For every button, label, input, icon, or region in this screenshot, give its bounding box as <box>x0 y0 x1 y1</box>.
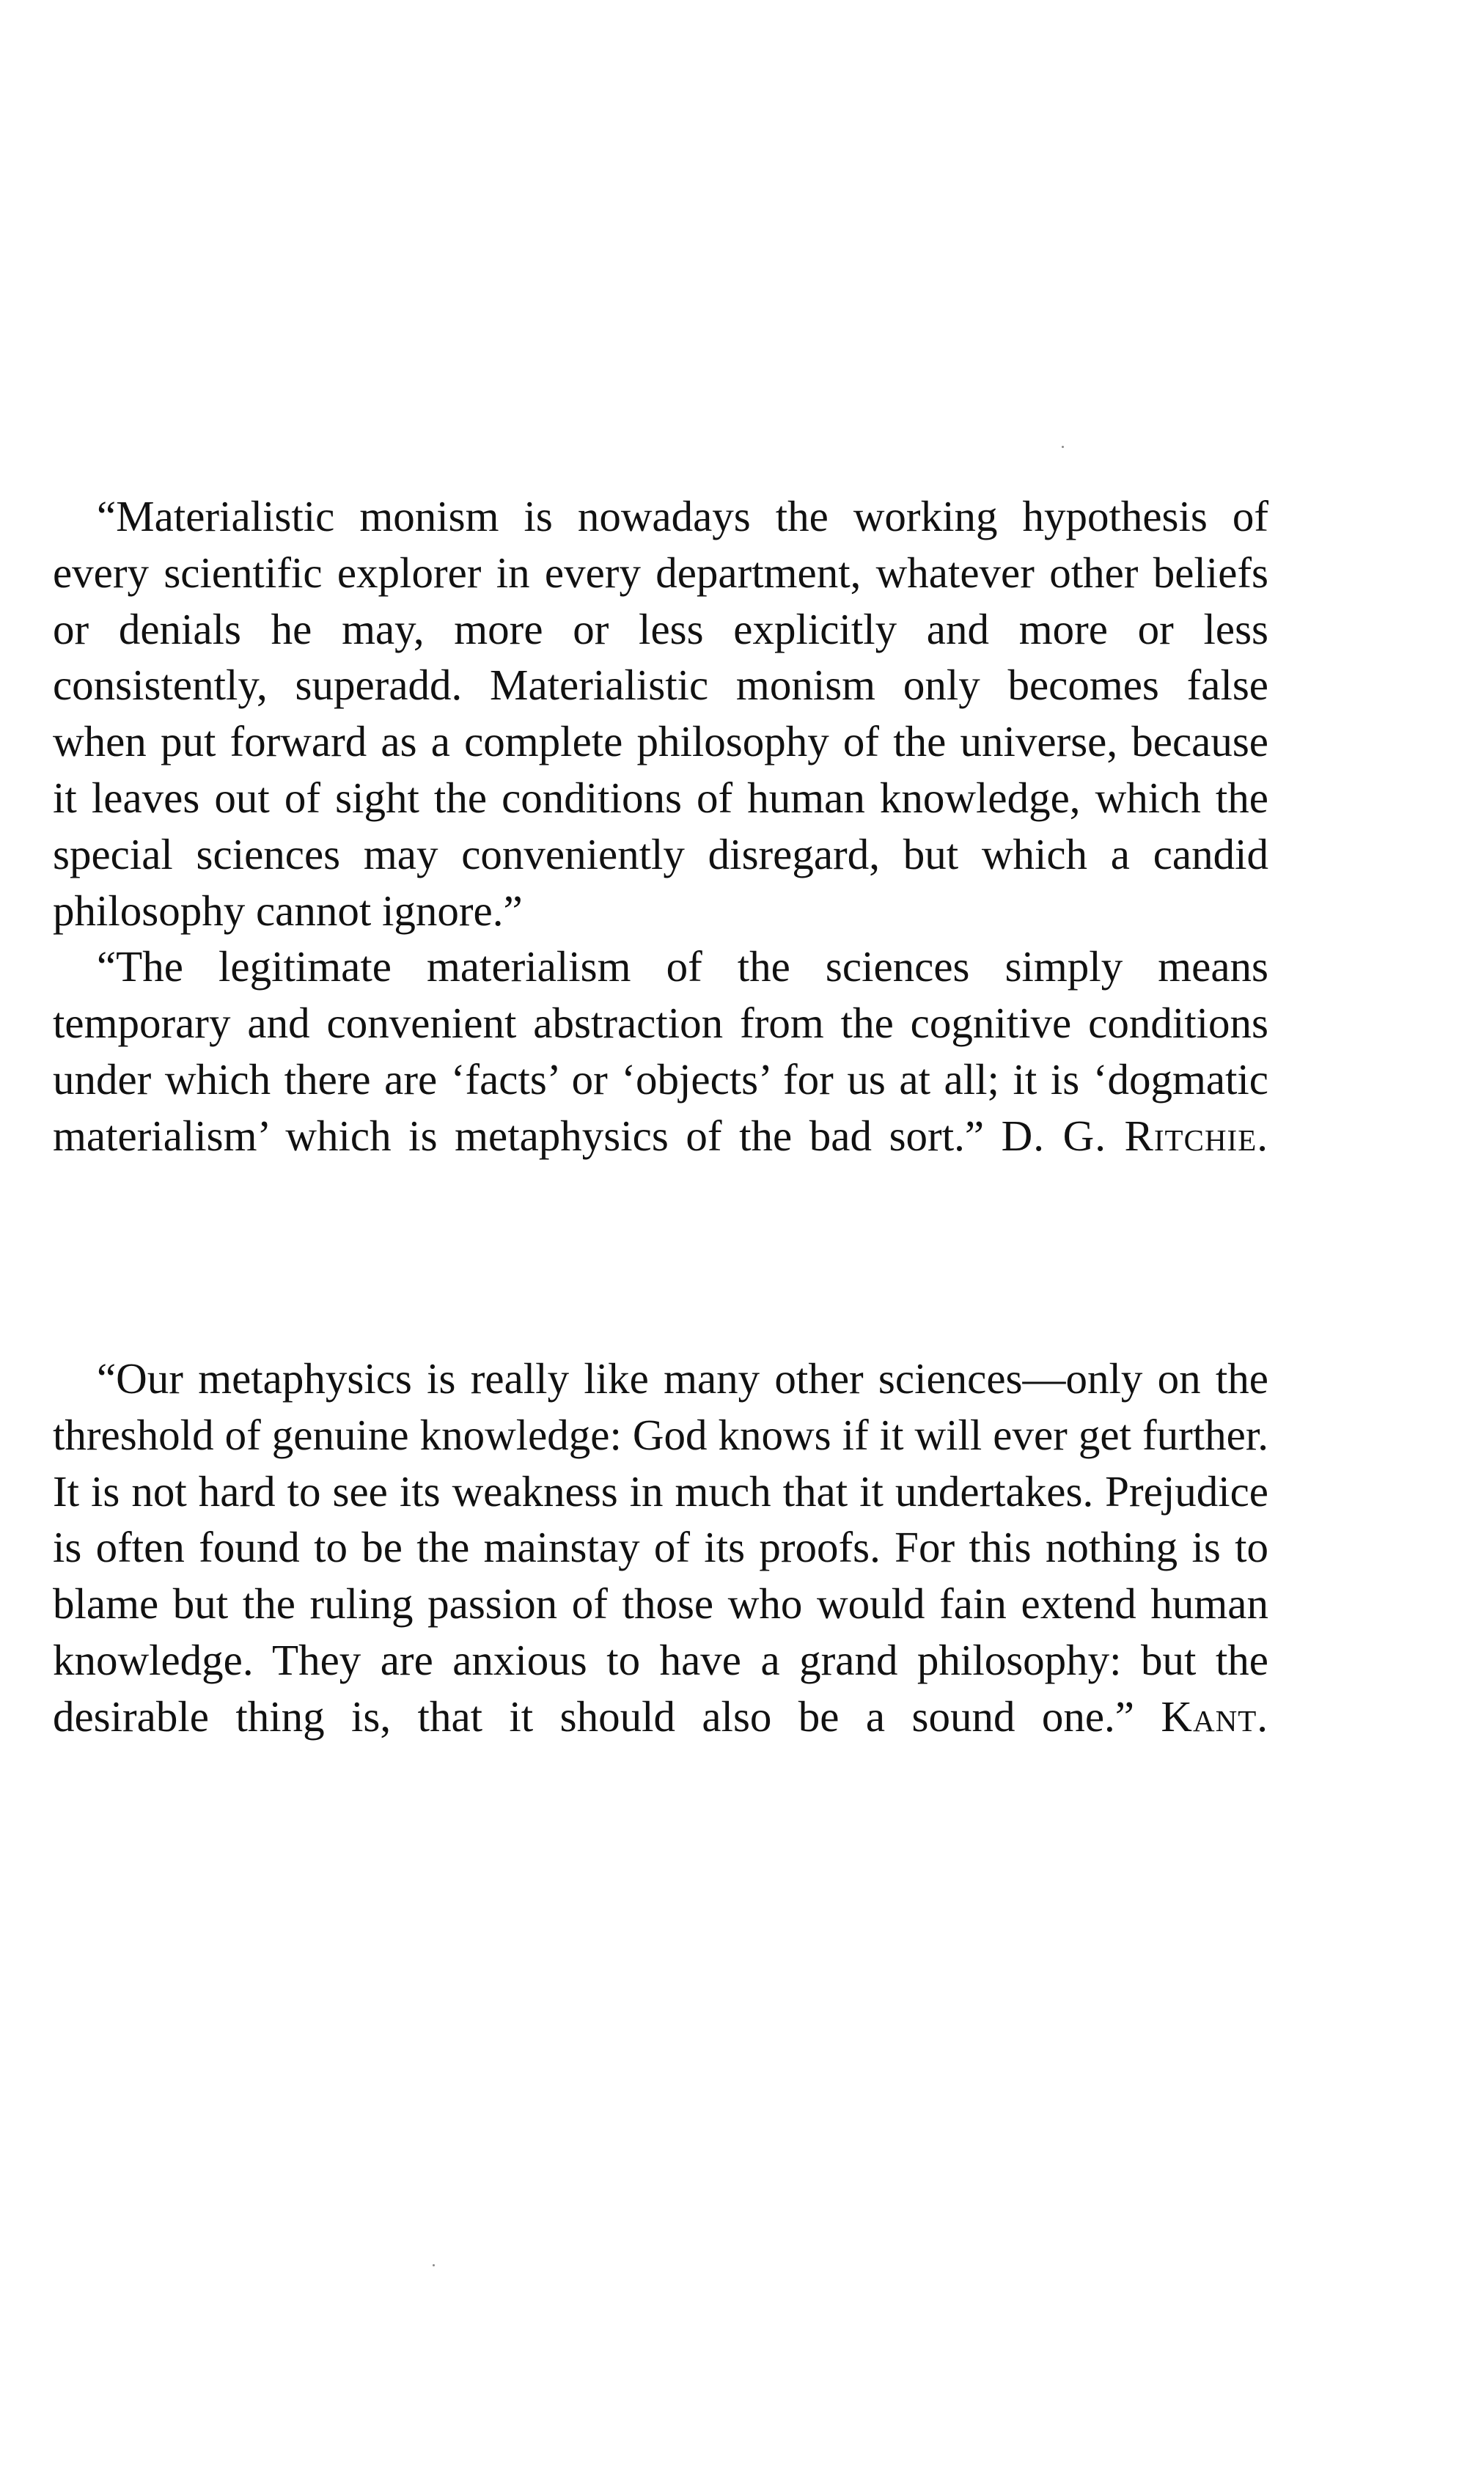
print-speck <box>1062 446 1064 448</box>
ritchie-quote-paragraph-1: “Materialistic monism is nowadays the working hypothesis of every scientific explorer in every department, whatever other beliefs or denials he may, more or less explicitly and more or less consistently, superadd. Materialistic monism only becomes false when put forward as a complete philosophy of the universe, because it leaves out of sight the conditions of human knowledge, which the special sciences may conveniently disregard, but which a candid philosophy cannot ignore.” <box>53 492 1268 935</box>
kant-quote-paragraph-1-text: “Our metaphysics is really like many other sciences—only on the threshold of genuine knowledge: God knows if it will ever get further. It is not hard to see its weakness in much that it undertakes. Prejudice is often found to be the mainstay of its proofs. For this nothing is to blame but the ruling passion of those who would fain extend human knowledge. They are anxious to have a grand philosophy: but the desirable thing is, that it should also be a sound one.” <box>53 1354 1268 1741</box>
kant-quote-block <box>53 1351 1268 1745</box>
print-speck <box>433 2264 435 2266</box>
ritchie-quote-paragraph-2 <box>53 939 1268 1164</box>
ritchie-attribution: D. G. Ritchie. <box>1001 1111 1269 1160</box>
kant-quote-paragraph-1 <box>53 1351 1268 1745</box>
kant-attribution: Kant. <box>1161 1692 1268 1741</box>
ritchie-quote-block <box>53 488 1268 1164</box>
ritchie-quote-paragraph-2-text: “The legitimate materialism of the sciences simply means temporary and convenient abstraction from the cognitive conditions under which there are ‘facts’ or ‘objects’ for us at all; it is ‘dogmatic materialism’ which is metaphysics of the bad sort.” <box>53 942 1268 1160</box>
